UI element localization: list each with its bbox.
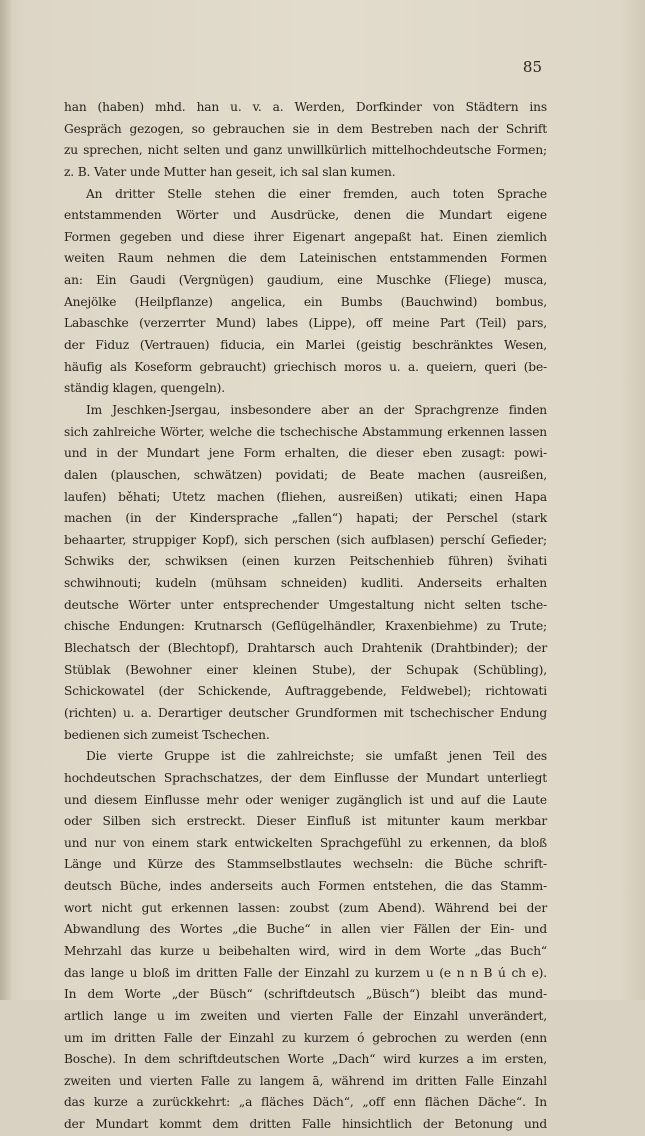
text-line: behaarter, struppiger Kopf), sich perschen (sich aufblasen) perschí Gefieder;	[64, 532, 547, 547]
text-line: weiten Raum nehmen die dem Lateinischen entstammenden Formen	[64, 251, 547, 266]
text-line: z. B. Vater unde Mutter han geseit, ich sal slan kumen.	[64, 164, 396, 179]
text-line: sich zahlreiche Wörter, welche die tschechische Abstammung erkennen lassen	[64, 424, 547, 439]
text-line: chische Endungen: Krutnarsch (Geflügelhändler, Kraxenbiehme) zu Trute;	[64, 619, 547, 634]
text-line: an: Ein Gaudi (Vergnügen) gaudium, eine Muschke (Fliege) musca,	[64, 273, 547, 288]
text-line: um im dritten Falle der Einzahl zu kurzem ó gebrochen zu werden (enn	[64, 1030, 547, 1045]
text-line: Die vierte Gruppe ist die zahlreichste; sie umfaßt jenen Teil des	[86, 749, 547, 764]
text-line: han (haben) mhd. han u. v. a. Werden, Dorfkinder von Städtern ins	[64, 100, 547, 114]
text-line: das kurze a zurückkehrt: „a fläches Däch“, „off enn flächen Däche“. In	[64, 1095, 547, 1110]
text-line: das lange u bloß im dritten Falle der Einzahl zu kurzem u (e n n B ú ch e).	[64, 965, 547, 980]
text-line: An dritter Stelle stehen die einer fremden, auch toten Sprache	[86, 186, 547, 201]
page-gutter-shadow	[0, 0, 12, 1000]
text-line: deutsch Büche, indes anderseits auch Formen entstehen, die das Stamm-	[64, 879, 547, 894]
text-line: laufen) běhati; Utetz machen (fliehen, ausreißen) utikati; einen Hapa	[64, 489, 547, 504]
text-line: Abwandlung des Wortes „die Buche“ in allen vier Fällen der Ein- und	[64, 922, 547, 937]
text-line: und diesem Einflusse mehr oder weniger zugänglich ist und auf die Laute	[64, 792, 547, 807]
text-line: Schickowatel (der Schickende, Auftraggebende, Feldwebel); richtowati	[64, 684, 547, 699]
text-line: häufig als Koseform gebraucht) griechisch moros u. a. queiern, queri (be-	[64, 359, 547, 374]
text-line: schwihnouti; kudeln (mühsam schneiden) kudliti. Anderseits erhalten	[64, 576, 547, 591]
text-line: dalen (plauschen, schwätzen) povidati; de Beate machen (ausreißen,	[64, 467, 547, 482]
page-number: 85	[522, 58, 542, 76]
text-line: Blechatsch der (Blechtopf), Drahtarsch auch Drahtenik (Drahtbinder); der	[64, 641, 547, 656]
text-line: und nur von einem stark entwickelten Sprachgefühl zu erkennen, da bloß	[64, 835, 547, 850]
text-line: zu sprechen, nicht selten und ganz unwillkürlich mittelhochdeutsche Formen;	[64, 143, 547, 158]
text-line: und in der Mundart jene Form erhalten, die dieser eben zusagt: powi-	[64, 446, 547, 461]
text-line: deutsche Wörter unter entsprechender Umgestaltung nicht selten tsche-	[64, 597, 547, 612]
text-line: Schwiks der, schwiksen (einen kurzen Peitschenhieb führen) švihati	[64, 554, 547, 569]
text-line: Mehrzahl das kurze u beibehalten wird, wird in dem Worte „das Buch“	[64, 943, 547, 958]
text-line: der Fiduz (Vertrauen) fiducia, ein Marlei (geistig beschränktes Wesen,	[64, 338, 547, 353]
text-line: wort nicht gut erkennen lassen: zoubst (zum Abend). Während bei der	[64, 900, 547, 915]
text-line: (richten) u. a. Derartiger deutscher Grundformen mit tschechischer Endung	[64, 705, 547, 720]
text-line: zweiten und vierten Falle zu langem ā, während im dritten Falle Einzahl	[64, 1073, 547, 1088]
text-line: Anejölke (Heilpflanze) angelica, ein Bumbs (Bauchwind) bombus,	[64, 294, 547, 309]
text-line: Labaschke (verzerrter Mund) labes (Lippe), off meine Part (Teil) pars,	[64, 316, 547, 331]
text-line: entstammenden Wörter und Ausdrücke, denen die Mundart eigene	[64, 208, 547, 223]
text-line: Stüblak (Bewohner einer kleinen Stube), der Schupak (Schübling),	[64, 662, 547, 677]
text-line: machen (in der Kindersprache „fallen“) hapati; der Perschel (stark	[64, 511, 547, 526]
text-line: Länge und Kürze des Stammselbstlautes wechseln: die Büche schrift-	[64, 857, 547, 872]
text-line: oder Silben sich erstreckt. Dieser Einfluß ist mitunter kaum merkbar	[64, 814, 547, 829]
text-line: In dem Worte „der Büsch“ (schriftdeutsch „Büsch“) bleibt das mund-	[64, 987, 547, 1002]
text-line: Im Jeschken-Jsergau, insbesondere aber an der Sprachgrenze finden	[86, 402, 547, 417]
text-line: Gespräch gezogen, so gebrauchen sie in dem Bestreben nach der Schrift	[64, 121, 547, 136]
text-line: der Mundart kommt dem dritten Falle hinsichtlich der Betonung und	[64, 1117, 547, 1132]
text-line: bedienen sich zumeist Tschechen.	[64, 727, 270, 742]
text-line: Formen gegeben und diese ihrer Eigenart angepaßt hat. Einen ziemlich	[64, 229, 547, 244]
body-text	[64, 97, 547, 1136]
text-line: hochdeutschen Sprachschatzes, der dem Einflusse der Mundart unterliegt	[64, 770, 547, 785]
text-line: artlich lange u im zweiten und vierten Falle der Einzahl unverändert,	[64, 1008, 547, 1023]
text-line: ständig klagen, quengeln).	[64, 381, 226, 396]
text-line: Bosche). In dem schriftdeutschen Worte „Dach“ wird kurzes a im ersten,	[64, 1052, 547, 1067]
